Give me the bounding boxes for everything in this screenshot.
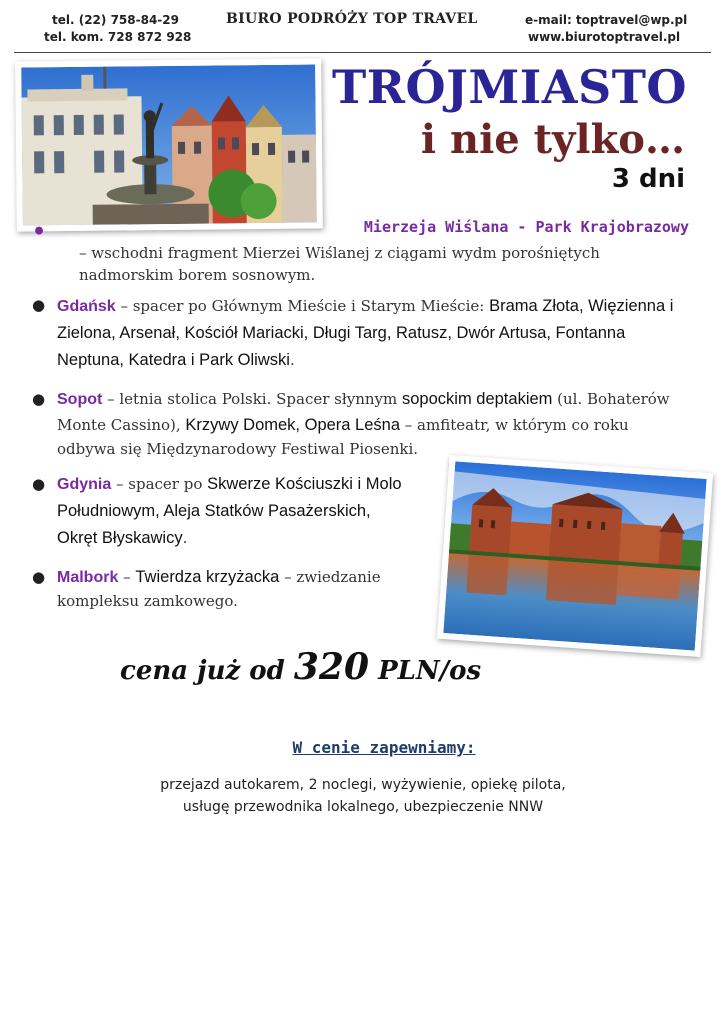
item-highlight: Krzywy Domek, Opera Leśna xyxy=(185,416,401,434)
price-prefix: cena już od xyxy=(120,656,294,686)
item-text: . xyxy=(289,351,295,369)
included-line1: przejazd autokarem, 2 noclegi, wyżywienie, opiekę pilota, xyxy=(160,777,566,793)
agency-name: BIURO PODRÓŻY TOP TRAVEL xyxy=(226,11,478,27)
item-text: – amfiteatr, w którym co roku xyxy=(400,416,629,434)
price xyxy=(120,646,481,688)
price-amount: 320 xyxy=(293,646,370,688)
item-highlight: Zielona, Arsenał, Kościół Mariacki, Długi Targ, Ratusz, Dwór Artusa, Fontanna xyxy=(57,324,626,342)
item-highlight: Twierdza krzyżacka xyxy=(135,568,280,586)
bullet-icon: ● xyxy=(32,296,46,314)
item-text: Monte Cassino), xyxy=(57,416,186,434)
item-text: – letnia stolica Polski. Spacer słynnym xyxy=(102,390,402,408)
item-highlight: Brama Złota, Więzienna i xyxy=(489,297,674,315)
intro-place: Mierzeja Wiślana - Park Krajobrazowy xyxy=(363,218,689,236)
header-divider xyxy=(14,52,711,53)
malbork-photo xyxy=(437,455,713,657)
gdansk-photo xyxy=(15,58,323,231)
item-highlight: Skwerze Kościuszki i Molo xyxy=(207,475,402,493)
item-text: – spacer po Głównym Mieście i Starym Mieście: xyxy=(115,297,490,315)
included-heading: W cenie zapewniamy: xyxy=(292,738,476,757)
intro-line2: nadmorskim borem sosnowym. xyxy=(79,266,316,284)
item-text: – spacer po xyxy=(111,475,208,493)
trip-duration: 3 dni xyxy=(611,164,685,194)
page-subtitle: i nie tylko… xyxy=(420,116,685,163)
place-malbork: Malbork xyxy=(57,569,119,586)
item-text: – xyxy=(118,568,136,586)
item-highlight: Południowym, Aleja Statków Pasażerskich, xyxy=(57,502,371,520)
place-sopot: Sopot xyxy=(57,391,103,408)
item-highlight: Neptuna, Katedra i Park Oliwski xyxy=(57,351,290,369)
intro-line1: – wschodni fragment Mierzei Wiślanej z ciągami wydm porośniętych xyxy=(79,244,600,262)
bullet-icon: ● xyxy=(32,475,46,493)
header-email[interactable]: e-mail: toptravel@wp.pl xyxy=(525,13,688,27)
item-text: (ul. Bohaterów xyxy=(552,390,670,408)
bullet-icon: ● xyxy=(32,390,46,408)
bullet-icon: • xyxy=(32,219,47,245)
item-text: odbywa się Międzynarodowy Festiwal Piosenki. xyxy=(57,440,419,458)
price-suffix: PLN/os xyxy=(369,656,482,686)
header-phone: tel. (22) 758-84-29 xyxy=(52,13,179,27)
included-body xyxy=(0,774,725,818)
page-title: TRÓJMIASTO xyxy=(332,60,687,114)
included-line2: usługę przewodnika lokalnego, ubezpieczenie NNW xyxy=(182,799,544,815)
header-website[interactable]: www.biurotoptravel.pl xyxy=(528,30,681,44)
item-text: – zwiedzanie xyxy=(279,568,381,586)
place-gdansk: Gdańsk xyxy=(57,298,116,315)
header-mobile: tel. kom. 728 872 928 xyxy=(44,30,192,44)
item-highlight: sopockim deptakiem xyxy=(402,390,553,408)
place-gdynia: Gdynia xyxy=(57,476,112,493)
bullet-icon: ● xyxy=(32,568,46,586)
item-highlight: Okręt Błyskawicy xyxy=(57,529,183,547)
item-text: kompleksu zamkowego. xyxy=(57,592,238,610)
item-text: . xyxy=(182,529,188,547)
